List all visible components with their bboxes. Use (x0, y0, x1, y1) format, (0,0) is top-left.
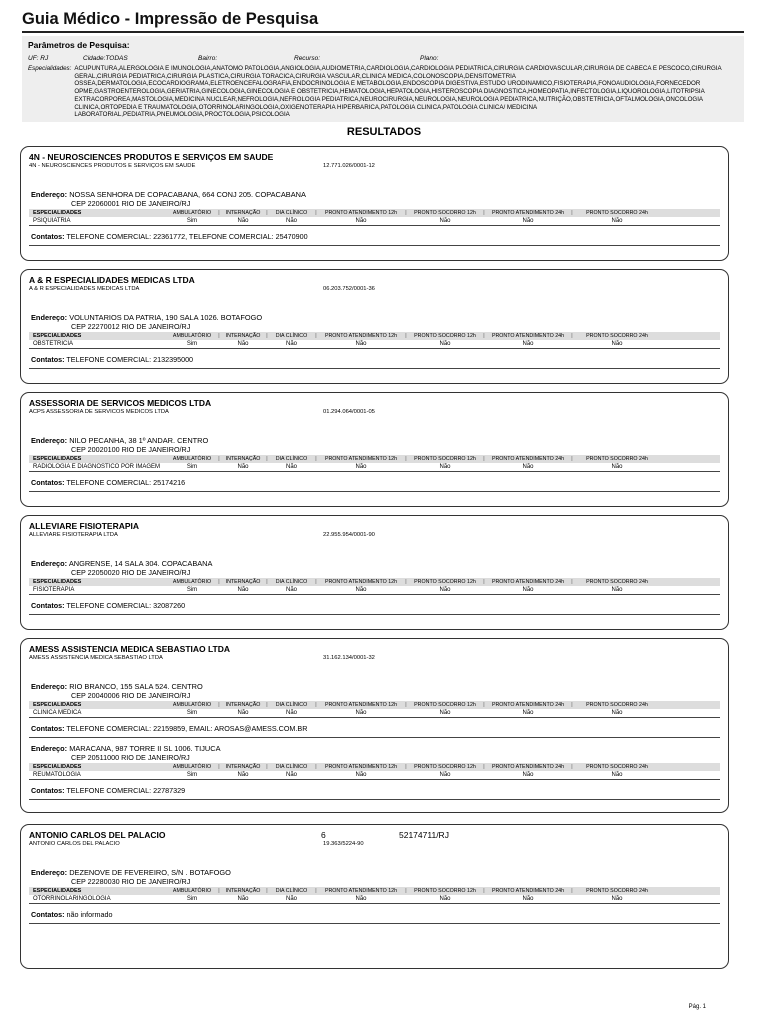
service-availability: Sim (186, 464, 198, 470)
service-availability: Sim (186, 341, 198, 347)
column-separator: | (483, 456, 485, 462)
address-line (29, 313, 720, 322)
params-heading: Parâmetros de Pesquisa: (28, 40, 130, 50)
provider-location (29, 313, 720, 369)
address-text: NILO PECANHA, 38 1º ANDAR. CENTRO (69, 436, 209, 445)
column-separator: | (571, 333, 573, 339)
column-header: AMBULATÓRIO (172, 579, 212, 585)
contacts-label: Contatos: (31, 478, 65, 487)
column-header: PRONTO SOCORRO 24h (586, 456, 648, 462)
column-header: ESPECIALIDADES (33, 579, 82, 585)
column-header: DIA CLÍNICO (275, 210, 308, 216)
service-availability: Não (285, 896, 297, 902)
column-header: DIA CLÍNICO (275, 579, 308, 585)
column-separator: | (218, 702, 220, 708)
column-separator: | (266, 702, 268, 708)
service-availability: Não (522, 587, 534, 593)
service-availability: Não (355, 218, 367, 224)
column-header: PRONTO SOCORRO 24h (586, 579, 648, 585)
column-separator: | (405, 764, 407, 770)
contacts-text: TELEFONE COMERCIAL: 2132395000 (66, 355, 194, 364)
address-cep: CEP 22280030 RIO DE JANEIRO/RJ (71, 877, 191, 886)
column-header: ESPECIALIDADES (33, 702, 82, 708)
table-row (29, 709, 720, 718)
address-cep: CEP 22270012 RIO DE JANEIRO/RJ (71, 322, 191, 331)
column-header: INTERNAÇÃO (225, 888, 261, 894)
column-separator: | (218, 764, 220, 770)
column-header: INTERNAÇÃO (225, 579, 261, 585)
address-label: Endereço: (31, 868, 68, 877)
column-header: PRONTO ATENDIMENTO 12h (324, 210, 398, 216)
provider-location (29, 682, 720, 738)
column-header: INTERNAÇÃO (225, 456, 261, 462)
column-separator: | (405, 702, 407, 708)
column-separator: | (218, 333, 220, 339)
column-header: PRONTO SOCORRO 12h (414, 456, 476, 462)
column-header: PRONTO ATENDIMENTO 24h (491, 456, 565, 462)
contacts-text: TELEFONE COMERCIAL: 22159859, EMAIL: AROSAS@AMESS.COM.BR (66, 724, 308, 733)
column-header: AMBULATÓRIO (172, 888, 212, 894)
provider-subline (29, 409, 720, 417)
provider-name: ALLEVIARE FISIOTERAPIA (29, 521, 140, 531)
service-availability: Não (237, 772, 249, 778)
column-header: DIA CLÍNICO (275, 456, 308, 462)
column-separator: | (315, 888, 317, 894)
table-row (29, 340, 720, 349)
column-separator: | (405, 888, 407, 894)
column-separator: | (315, 333, 317, 339)
service-availability: Não (522, 772, 534, 778)
column-separator: | (218, 210, 220, 216)
column-header: INTERNAÇÃO (225, 333, 261, 339)
column-header: INTERNAÇÃO (225, 702, 261, 708)
contacts-line (29, 232, 720, 246)
service-availability: Não (611, 772, 623, 778)
provider-subline (29, 655, 720, 663)
column-separator: | (266, 333, 268, 339)
address-label: Endereço: (31, 682, 68, 691)
column-header: PRONTO ATENDIMENTO 24h (491, 579, 565, 585)
service-availability: Não (237, 218, 249, 224)
table-row (29, 217, 720, 226)
column-header: DIA CLÍNICO (275, 702, 308, 708)
column-header: PRONTO ATENDIMENTO 12h (324, 764, 398, 770)
params-specialties (28, 65, 738, 119)
service-availability: Não (285, 587, 297, 593)
column-header: PRONTO ATENDIMENTO 24h (491, 333, 565, 339)
service-availability: Não (611, 710, 623, 716)
params-filters-row (28, 55, 738, 65)
service-availability: Não (355, 464, 367, 470)
service-availability: Não (611, 464, 623, 470)
specialty-table-header (29, 763, 720, 771)
service-availability: Não (237, 587, 249, 593)
column-separator: | (315, 764, 317, 770)
contacts-text: não informado (66, 910, 113, 919)
column-header: AMBULATÓRIO (172, 456, 212, 462)
column-header: PRONTO SOCORRO 12h (414, 210, 476, 216)
service-availability: Não (237, 896, 249, 902)
column-header: PRONTO SOCORRO 24h (586, 333, 648, 339)
param-recurso: Recurso: (294, 55, 321, 62)
service-availability: Sim (186, 710, 198, 716)
provider-card (20, 146, 729, 261)
address-label: Endereço: (31, 559, 68, 568)
provider-name: AMESS ASSISTENCIA MEDICA SEBASTIAO LTDA (29, 644, 231, 654)
column-separator: | (266, 210, 268, 216)
table-row (29, 586, 720, 595)
search-parameters-panel (22, 36, 744, 122)
service-availability: Não (355, 710, 367, 716)
param-plano: Plano: (420, 55, 439, 62)
provider-name: A & R ESPECIALIDADES MEDICAS LTDA (29, 275, 195, 285)
provider-registration: 52174711/RJ (399, 830, 449, 840)
column-header: PRONTO ATENDIMENTO 12h (324, 333, 398, 339)
column-header: INTERNAÇÃO (225, 210, 261, 216)
column-header: AMBULATÓRIO (172, 764, 212, 770)
column-header: PRONTO ATENDIMENTO 12h (324, 888, 398, 894)
specialty-name: OBSTETRICIA (33, 341, 74, 347)
service-availability: Não (355, 341, 367, 347)
column-separator: | (571, 579, 573, 585)
address-label: Endereço: (31, 744, 68, 753)
column-header: DIA CLÍNICO (275, 333, 308, 339)
service-availability: Sim (186, 218, 198, 224)
service-availability: Não (237, 710, 249, 716)
contacts-label: Contatos: (31, 232, 65, 241)
column-separator: | (218, 456, 220, 462)
column-header: ESPECIALIDADES (33, 888, 82, 894)
address-cep: CEP 20020100 RIO DE JANEIRO/RJ (71, 445, 191, 454)
specialty-table-header (29, 887, 720, 895)
column-header: PRONTO ATENDIMENTO 12h (324, 456, 398, 462)
column-separator: | (483, 210, 485, 216)
column-separator: | (405, 579, 407, 585)
provider-legal-name: ACPS ASSESSORIA DE SERVICOS MEDICOS LTDA (29, 409, 169, 415)
contacts-line (29, 601, 720, 615)
param-especialidades-list: ACUPUNTURA,ALERGOLOGIA E IMUNOLOGIA,ANATOMO PATOLOGIA,ANGIOLOGIA,AUDIOMETRIA,CARDIOLOGIA,CARDIOLOGIA PEDIATRICA,CIRURGIA CARDIOVASCULAR,CIRURGIA DE CABECA E PESCOCO,CIRURGIA GERAL,CIRURGIA PEDIATRICA,CIRURGIA PLASTICA,CIRURGIA TORACICA,CIRURGIA VASCULAR,CLINICA MEDICA,COLONOSCOPIA,DENSITOMETRIA OSSEA,DERMATOLOGIA,ECOCARDIOGRAMA,ELETROENCEFALOGRAFIA,ENDOCRINOLOGIA E METABOLOGIA,ENDOSCOPIA DIGESTIVA,ESTUDO URODINAMICO,FISIOTERAPIA,FONOAUDIOLOGIA,FORNECEDOR OPME,GASTROENTEROLOGIA,GERIATRIA,GINECOLOGIA,GINECOLOGIA E OBSTETRICIA,HEMATOLOGIA,HEPATOLOGIA,HISTEROSCOPIA DIAGNOSTICA,HOMEOPATIA,INFECTOLOGIA,LIQUOROLOGIA,LITOTRIPSIA EXTRACORPOREA,MASTOLOGIA,MEDICINA NUCLEAR,NEFROLOGIA,NEFROLOGIA PEDIATRICA,NEUROCIRURGIA,NEUROLOGIA,NEUROLOGIA PEDIATRICA,NUTRIÇÃO,OBSTETRICIA,OFTALMOLOGIA,ONCOLOGIA CLINICA,ORTOPEDIA E TRAUMATOLOGIA,OTORRINOLARINGOLOGIA,OXIGENOTERAPIA HIPERBARICA,PATOLOGIA CLINICA,PATOLOGIA CLINICA/ MEDICINA LABORATORIAL,PEDIATRIA,PNEUMOLOGIA,PROCTOLOGIA,PSICOLOGIA (74, 65, 722, 119)
address-text: RIO BRANCO, 155 SALA 524. CENTRO (69, 682, 203, 691)
provider-location (29, 559, 720, 615)
service-availability: Não (355, 772, 367, 778)
provider-extra-code: 6 (321, 830, 326, 840)
provider-legal-name: ALLEVIARE FISIOTERAPIA LTDA (29, 532, 118, 538)
provider-location (29, 868, 720, 924)
service-availability: Sim (186, 772, 198, 778)
column-separator: | (571, 764, 573, 770)
column-separator: | (218, 888, 220, 894)
provider-name: ANTONIO CARLOS DEL PALACIO (29, 830, 166, 840)
service-availability: Não (285, 218, 297, 224)
column-separator: | (483, 888, 485, 894)
provider-subline (29, 841, 720, 849)
provider-legal-name: ANTONIO CARLOS DEL PALACIO (29, 841, 120, 847)
specialty-table (29, 578, 720, 595)
column-separator: | (266, 764, 268, 770)
contacts-text: TELEFONE COMERCIAL: 22361772, TELEFONE COMERCIAL: 25470900 (66, 232, 308, 241)
provider-card (20, 824, 729, 969)
specialty-table (29, 455, 720, 472)
column-header: PRONTO SOCORRO 12h (414, 579, 476, 585)
service-availability: Não (522, 341, 534, 347)
address-text: ANGRENSE, 14 SALA 304. COPACABANA (68, 559, 213, 568)
specialty-table (29, 209, 720, 226)
title-divider (22, 31, 744, 33)
provider-card (20, 392, 729, 507)
service-availability: Não (611, 218, 623, 224)
column-separator: | (315, 702, 317, 708)
service-availability: Sim (186, 896, 198, 902)
provider-legal-name: 4N - NEUROSCIENCES PRODUTOS E SERVIÇOS EM SAUDE (29, 163, 196, 169)
provider-card (20, 269, 729, 384)
service-availability: Não (522, 218, 534, 224)
address-cep: CEP 20511000 RIO DE JANEIRO/RJ (71, 753, 190, 762)
provider-cnpj: 06.203.752/0001-36 (323, 286, 375, 292)
provider-subline (29, 163, 720, 171)
column-header: PRONTO ATENDIMENTO 24h (491, 210, 565, 216)
column-separator: | (405, 456, 407, 462)
provider-subline (29, 286, 720, 294)
specialty-name: RADIOLOGIA E DIAGNOSTICO POR IMAGEM (33, 464, 161, 470)
service-availability: Não (522, 464, 534, 470)
column-header: PRONTO ATENDIMENTO 24h (491, 764, 565, 770)
provider-subline (29, 532, 720, 540)
contacts-text: TELEFONE COMERCIAL: 32087260 (66, 601, 186, 610)
address-text: VOLUNTARIOS DA PATRIA, 190 SALA 1026. BOTAFOGO (69, 313, 263, 322)
contacts-text: TELEFONE COMERCIAL: 25174216 (66, 478, 186, 487)
provider-card (20, 515, 729, 630)
column-separator: | (315, 210, 317, 216)
address-line (29, 868, 720, 877)
table-row (29, 771, 720, 780)
provider-name: ASSESSORIA DE SERVICOS MEDICOS LTDA (29, 398, 212, 408)
contacts-label: Contatos: (31, 910, 65, 919)
address-text: DEZENOVE DE FEVEREIRO, S/N . BOTAFOGO (69, 868, 231, 877)
service-availability: Não (285, 464, 297, 470)
service-availability: Não (522, 896, 534, 902)
service-availability: Não (611, 341, 623, 347)
column-separator: | (266, 579, 268, 585)
column-separator: | (483, 333, 485, 339)
provider-cnpj: 12.771.026/0001-12 (323, 163, 375, 169)
table-row (29, 463, 720, 472)
service-availability: Não (611, 896, 623, 902)
provider-cnpj: 01.294.064/0001-05 (323, 409, 375, 415)
service-availability: Não (439, 710, 451, 716)
column-separator: | (218, 579, 220, 585)
column-header: AMBULATÓRIO (172, 333, 212, 339)
column-separator: | (405, 333, 407, 339)
column-header: PRONTO SOCORRO 24h (586, 888, 648, 894)
provider-name: 4N - NEUROSCIENCES PRODUTOS E SERVIÇOS EM SAUDE (29, 152, 274, 162)
address-line (29, 559, 720, 568)
address-label: Endereço: (31, 190, 68, 199)
column-header: PRONTO SOCORRO 24h (586, 764, 648, 770)
column-header: ESPECIALIDADES (33, 456, 82, 462)
provider-location (29, 190, 720, 246)
column-header: ESPECIALIDADES (33, 764, 82, 770)
service-availability: Não (439, 772, 451, 778)
column-header: PRONTO SOCORRO 12h (414, 333, 476, 339)
contacts-label: Contatos: (31, 355, 65, 364)
specialty-table-header (29, 455, 720, 463)
column-separator: | (571, 456, 573, 462)
column-header: AMBULATÓRIO (172, 210, 212, 216)
service-availability: Não (439, 896, 451, 902)
column-header: INTERNAÇÃO (225, 764, 261, 770)
column-separator: | (266, 888, 268, 894)
contacts-text: TELEFONE COMERCIAL: 22787329 (66, 786, 186, 795)
contacts-line (29, 478, 720, 492)
table-row (29, 895, 720, 904)
contacts-line (29, 786, 720, 800)
param-cidade: Cidade:TODAS (83, 55, 128, 62)
column-header: PRONTO ATENDIMENTO 12h (324, 579, 398, 585)
specialty-name: FISIOTERAPIA (33, 587, 75, 593)
column-header: PRONTO SOCORRO 12h (414, 764, 476, 770)
column-header: ESPECIALIDADES (33, 210, 82, 216)
service-availability: Não (237, 341, 249, 347)
column-header: PRONTO SOCORRO 12h (414, 888, 476, 894)
contacts-label: Contatos: (31, 601, 65, 610)
column-separator: | (315, 579, 317, 585)
service-availability: Sim (186, 587, 198, 593)
contacts-label: Contatos: (31, 786, 65, 795)
address-line (29, 436, 720, 445)
service-availability: Não (439, 341, 451, 347)
address-text: NOSSA SENHORA DE COPACABANA, 664 CONJ 205. COPACABANA (69, 190, 306, 199)
column-separator: | (315, 456, 317, 462)
page-title: Guia Médico - Impressão de Pesquisa (22, 10, 319, 28)
specialty-name: REUMATOLOGIA (33, 772, 81, 778)
column-header: PRONTO SOCORRO 24h (586, 702, 648, 708)
provider-cnpj: 31.162.134/0001-32 (323, 655, 375, 661)
provider-legal-name: A & R ESPECIALIDADES MEDICAS LTDA (29, 286, 140, 292)
results-heading: RESULTADOS (346, 126, 422, 138)
service-availability: Não (237, 464, 249, 470)
service-availability: Não (439, 464, 451, 470)
column-header: PRONTO SOCORRO 24h (586, 210, 648, 216)
address-line (29, 190, 720, 199)
page-number: Pág. 1 (688, 1004, 706, 1010)
column-separator: | (571, 702, 573, 708)
address-label: Endereço: (31, 436, 68, 445)
provider-location (29, 744, 720, 800)
address-line (29, 744, 720, 753)
contacts-line (29, 724, 720, 738)
specialty-table (29, 887, 720, 904)
address-text: MARACANA, 987 TORRE II SL 1006. TIJUCA (69, 744, 221, 753)
service-availability: Não (522, 710, 534, 716)
service-availability: Não (611, 587, 623, 593)
address-label: Endereço: (31, 313, 68, 322)
column-header: ESPECIALIDADES (33, 333, 82, 339)
specialty-name: CLINICA MEDICA (33, 710, 82, 716)
column-header: PRONTO ATENDIMENTO 24h (491, 888, 565, 894)
column-separator: | (483, 579, 485, 585)
address-line (29, 682, 720, 691)
service-availability: Não (285, 341, 297, 347)
specialty-table (29, 763, 720, 780)
provider-cnpj: 19.363/5224-90 (323, 841, 364, 847)
address-cep: CEP 22060001 RIO DE JANEIRO/RJ (71, 199, 191, 208)
specialty-table (29, 332, 720, 349)
service-availability: Não (285, 772, 297, 778)
column-header: DIA CLÍNICO (275, 764, 308, 770)
service-availability: Não (439, 218, 451, 224)
column-header: PRONTO SOCORRO 12h (414, 702, 476, 708)
service-availability: Não (355, 587, 367, 593)
address-cep: CEP 22050020 RIO DE JANEIRO/RJ (71, 568, 191, 577)
provider-card (20, 638, 729, 813)
provider-location (29, 436, 720, 492)
column-separator: | (483, 702, 485, 708)
specialty-table-header (29, 209, 720, 217)
contacts-line (29, 355, 720, 369)
specialty-name: PSIQUIATRIA (33, 218, 71, 224)
specialty-table (29, 701, 720, 718)
provider-cnpj: 22.955.954/0001-90 (323, 532, 375, 538)
column-separator: | (405, 210, 407, 216)
service-availability: Não (285, 710, 297, 716)
param-uf: UF: RJ (28, 55, 49, 62)
param-bairro: Bairro: (198, 55, 218, 62)
specialty-table-header (29, 701, 720, 709)
provider-legal-name: AMESS ASSISTENCIA MEDICA SEBASTIAO LTDA (29, 655, 163, 661)
column-separator: | (571, 888, 573, 894)
column-separator: | (483, 764, 485, 770)
specialty-name: OTORRINOLARINGOLOGIA (33, 896, 111, 902)
service-availability: Não (439, 587, 451, 593)
column-header: PRONTO ATENDIMENTO 12h (324, 702, 398, 708)
column-header: AMBULATÓRIO (172, 702, 212, 708)
specialty-table-header (29, 578, 720, 586)
specialty-table-header (29, 332, 720, 340)
column-separator: | (266, 456, 268, 462)
address-cep: CEP 20040006 RIO DE JANEIRO/RJ (71, 691, 191, 700)
column-header: DIA CLÍNICO (275, 888, 308, 894)
column-separator: | (571, 210, 573, 216)
column-header: PRONTO ATENDIMENTO 24h (491, 702, 565, 708)
param-especialidades-label: Especialidades: (28, 65, 72, 72)
service-availability: Não (355, 896, 367, 902)
contacts-label: Contatos: (31, 724, 65, 733)
contacts-line (29, 910, 720, 924)
